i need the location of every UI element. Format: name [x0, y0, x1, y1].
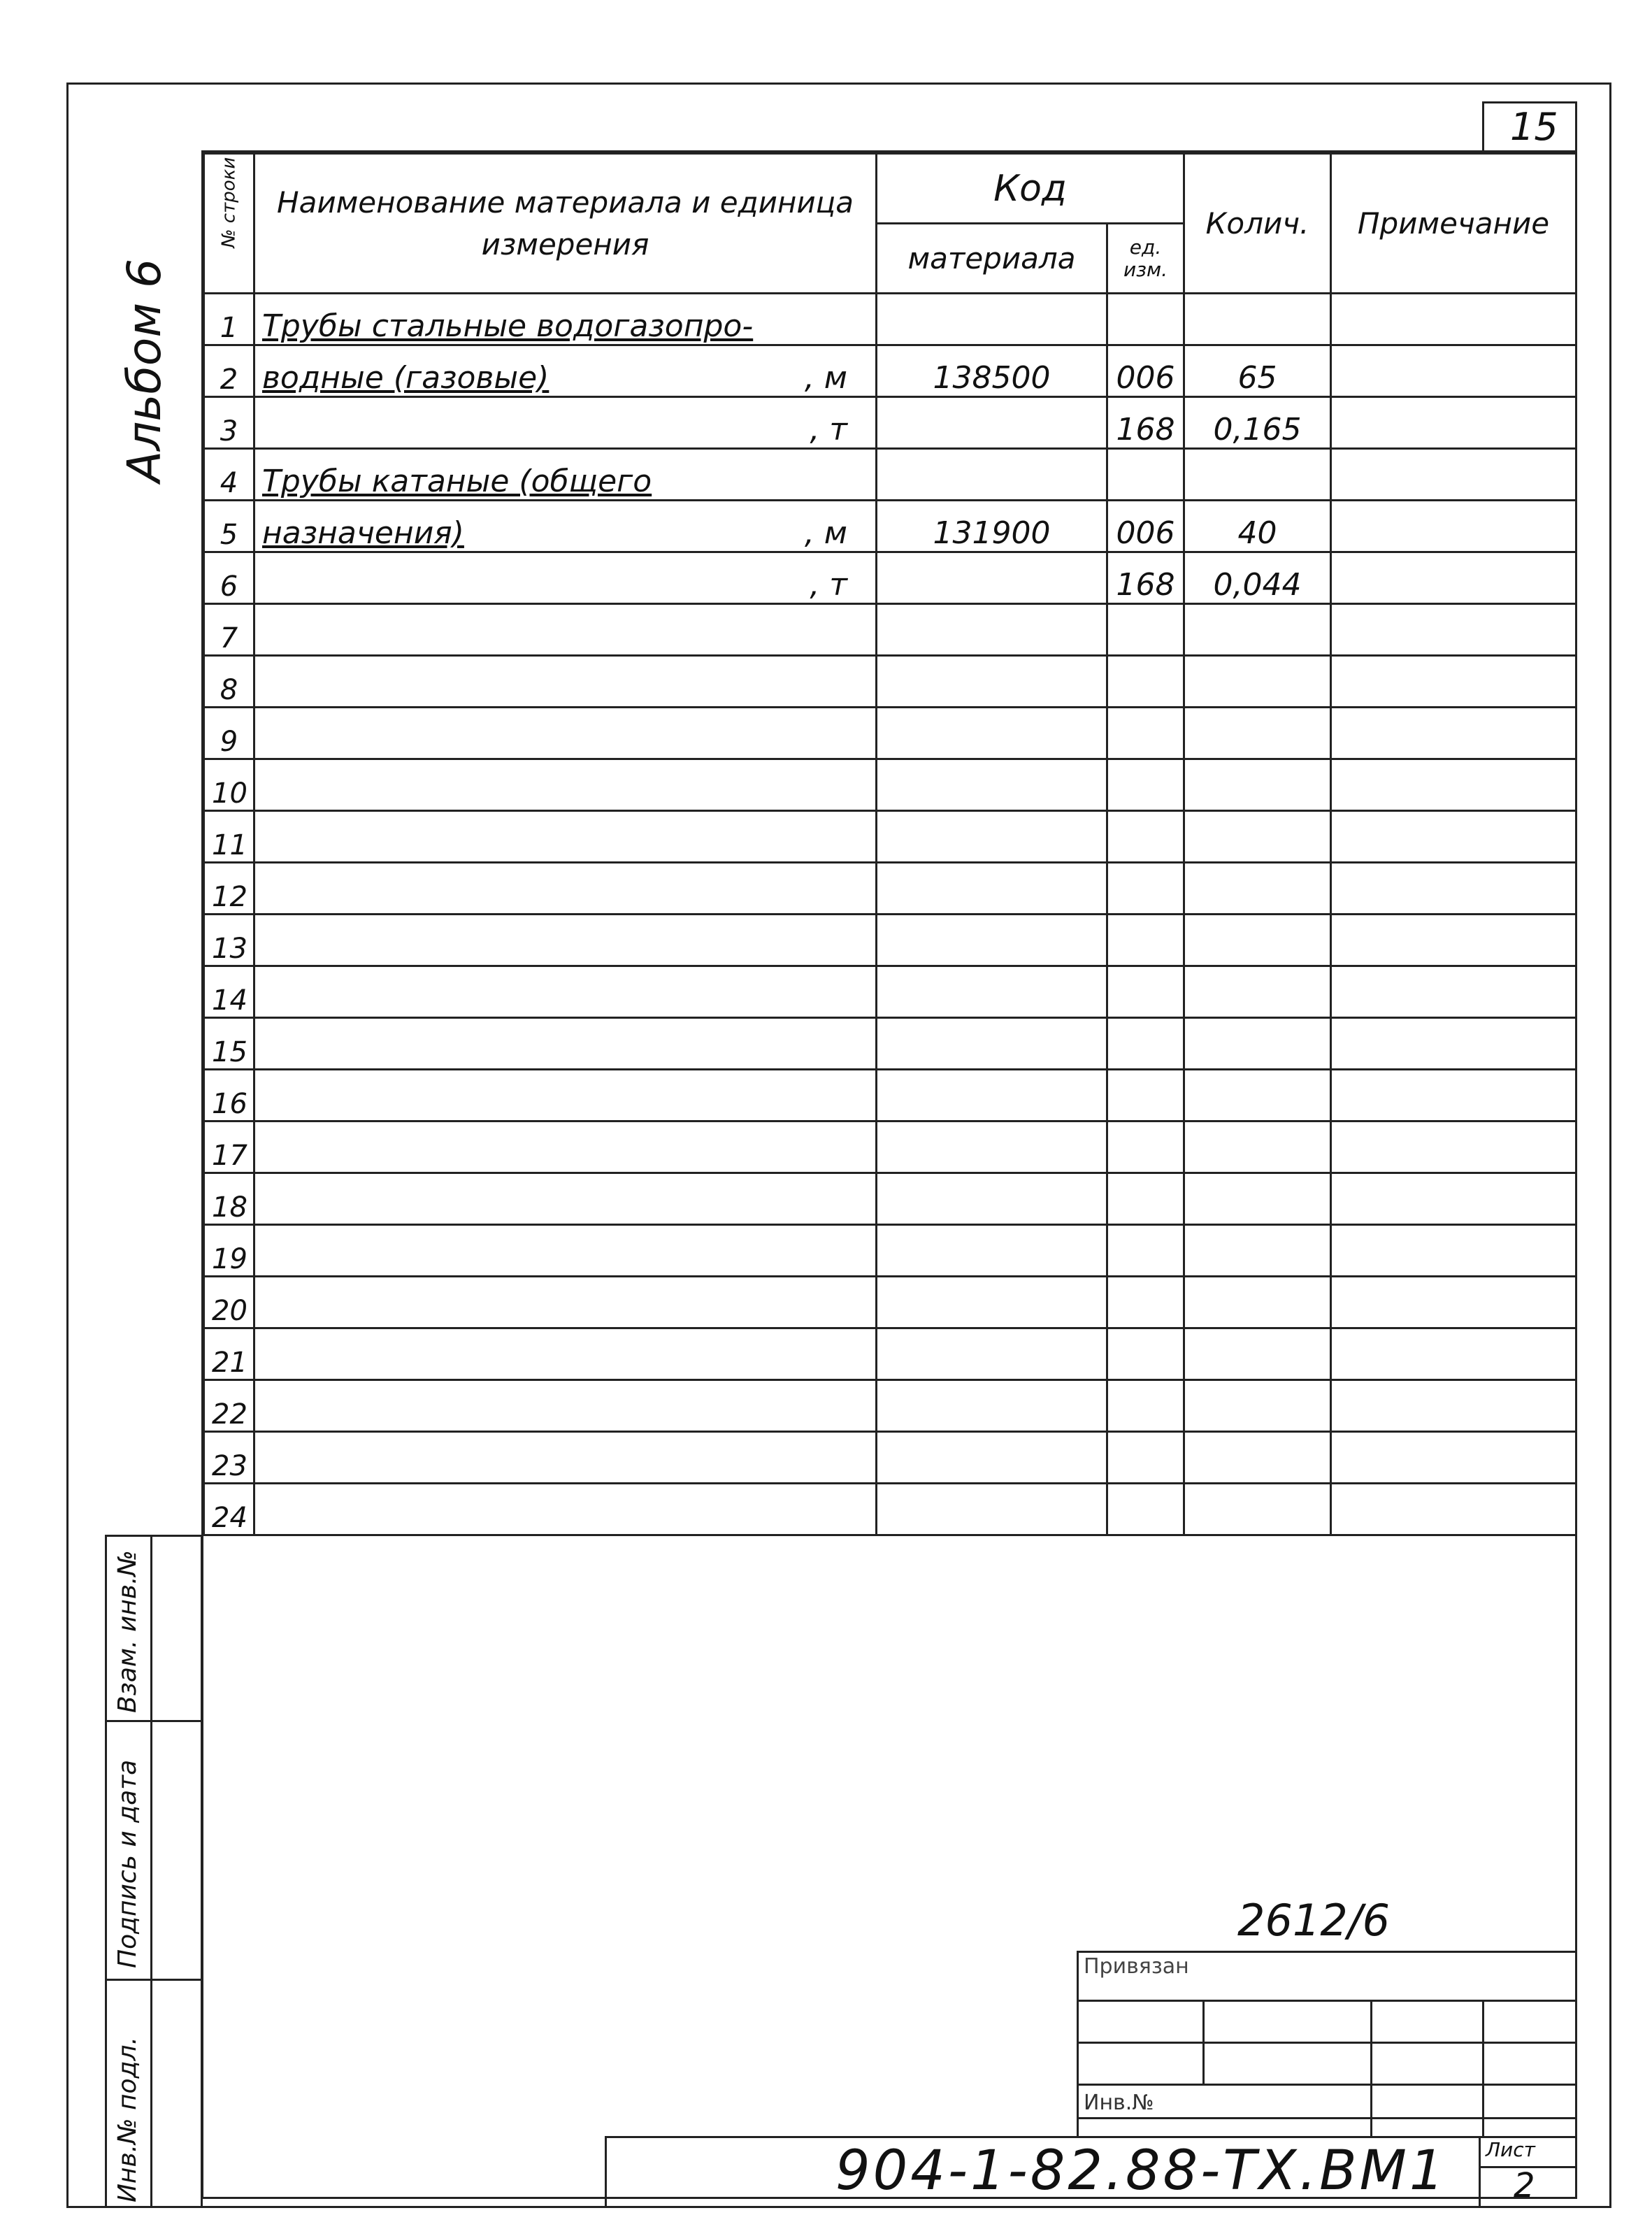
row-note [1331, 915, 1576, 966]
row-number: 10 [204, 759, 254, 811]
table-row [204, 863, 1576, 915]
table-row [204, 1018, 1576, 1070]
row-material-code [877, 294, 1107, 345]
row-name [254, 863, 877, 915]
row-material-code [877, 708, 1107, 759]
row-material-code [877, 966, 1107, 1018]
row-material-code [877, 1484, 1107, 1535]
row-note [1331, 1018, 1576, 1070]
row-number: 14 [204, 966, 254, 1018]
row-unit-text: , т [810, 567, 847, 603]
side-stamp-divider [150, 1535, 152, 2208]
row-note [1331, 966, 1576, 1018]
table-row [204, 759, 1576, 811]
row-quantity [1184, 1121, 1331, 1173]
row-name [254, 397, 877, 449]
page-number: 15 [1510, 105, 1558, 149]
row-number: 17 [204, 1121, 254, 1173]
row-number: 12 [204, 863, 254, 915]
row-material-code [877, 1121, 1107, 1173]
table-row [204, 811, 1576, 863]
row-number: 5 [204, 501, 254, 552]
row-material-code [877, 1277, 1107, 1328]
row-name-text: водные (газовые) [262, 360, 550, 396]
row-quantity [1184, 915, 1331, 966]
table-row [204, 1277, 1576, 1328]
header-code-material: материала [877, 224, 1107, 294]
row-unit-code [1107, 1432, 1184, 1484]
side-stamp-podpis-data: Подпись и дата [113, 1759, 142, 1968]
row-quantity [1184, 1277, 1331, 1328]
row-quantity [1184, 449, 1331, 501]
row-unit-text: , т [810, 412, 847, 447]
row-unit-code [1107, 1070, 1184, 1121]
stamp-line-2 [1077, 2042, 1577, 2044]
row-name [254, 966, 877, 1018]
row-quantity [1184, 1018, 1331, 1070]
row-material-code [877, 1432, 1107, 1484]
row-quantity [1184, 656, 1331, 708]
row-name [254, 1173, 877, 1225]
header-code: Код [877, 154, 1184, 224]
row-unit-code [1107, 759, 1184, 811]
row-name [254, 759, 877, 811]
table-row [204, 604, 1576, 656]
row-unit-code [1107, 1173, 1184, 1225]
title-block-top [605, 2136, 1577, 2138]
stamp-line-4 [1077, 2117, 1577, 2119]
row-unit-code [1107, 1277, 1184, 1328]
row-name [254, 1328, 877, 1380]
row-quantity [1184, 1484, 1331, 1535]
row-note [1331, 759, 1576, 811]
row-number: 19 [204, 1225, 254, 1277]
row-material-code [877, 656, 1107, 708]
row-unit-code [1107, 656, 1184, 708]
side-stamp-inv-podl: Инв.№ подл. [113, 2037, 142, 2202]
row-quantity [1184, 708, 1331, 759]
table-row [204, 656, 1576, 708]
row-note [1331, 708, 1576, 759]
table-row [204, 449, 1576, 501]
row-note [1331, 863, 1576, 915]
title-block-left [605, 2136, 607, 2208]
row-note [1331, 1328, 1576, 1380]
row-name [254, 915, 877, 966]
row-note [1331, 294, 1576, 345]
row-material-code: 138500 [877, 345, 1107, 397]
row-name [254, 501, 877, 552]
row-unit-code [1107, 1018, 1184, 1070]
row-unit-code [1107, 708, 1184, 759]
row-number: 7 [204, 604, 254, 656]
row-material-code [877, 759, 1107, 811]
title-block-sheet-divider [1479, 2136, 1481, 2208]
row-unit-code [1107, 966, 1184, 1018]
row-quantity [1184, 604, 1331, 656]
row-name [254, 1121, 877, 1173]
row-unit-code: 168 [1107, 397, 1184, 449]
table-row [204, 1380, 1576, 1432]
row-quantity: 0,044 [1184, 552, 1331, 604]
row-quantity [1184, 863, 1331, 915]
row-name-text: Трубы катаные (общего [262, 464, 652, 499]
spec-table [203, 152, 1577, 1536]
table-row [204, 1328, 1576, 1380]
row-quantity [1184, 1173, 1331, 1225]
stamp-line-3 [1077, 2084, 1577, 2086]
table-row [204, 397, 1576, 449]
row-note [1331, 1277, 1576, 1328]
row-number: 9 [204, 708, 254, 759]
row-material-code [877, 1070, 1107, 1121]
row-name [254, 708, 877, 759]
side-stamp-sep-1 [105, 1720, 203, 1722]
table-row [204, 915, 1576, 966]
table-row [204, 1173, 1576, 1225]
row-name [254, 656, 877, 708]
row-unit-code [1107, 449, 1184, 501]
table-row [204, 1432, 1576, 1484]
row-unit-text: , м [804, 360, 847, 396]
row-unit-code: 168 [1107, 552, 1184, 604]
header-code-unit: ед. изм. [1107, 224, 1184, 294]
header-row-no: № строки [204, 154, 254, 294]
row-material-code [877, 1173, 1107, 1225]
row-unit-code [1107, 604, 1184, 656]
table-row [204, 1484, 1576, 1535]
stamp-inv-no: Инв.№ [1084, 2091, 1154, 2115]
row-number: 11 [204, 811, 254, 863]
row-number: 24 [204, 1484, 254, 1535]
album-label: Альбом 6 [117, 258, 171, 482]
header-note: Примечание [1331, 154, 1576, 294]
row-unit-code [1107, 1328, 1184, 1380]
row-quantity [1184, 294, 1331, 345]
table-row [204, 345, 1576, 397]
table-row [204, 708, 1576, 759]
row-unit-text: , м [804, 515, 847, 551]
row-name-text: назначения) [262, 515, 464, 551]
table-row [204, 1070, 1576, 1121]
row-material-code [877, 397, 1107, 449]
sheet-number: 2 [1514, 2166, 1535, 2205]
side-stamp-sep-2 [105, 1979, 203, 1981]
row-unit-code [1107, 1225, 1184, 1277]
header-qty: Колич. [1184, 154, 1331, 294]
table-row [204, 552, 1576, 604]
row-material-code [877, 1018, 1107, 1070]
sheet-label: Лист [1486, 2138, 1535, 2161]
row-name-text: Трубы стальные водогазопро- [262, 308, 754, 344]
row-material-code [877, 449, 1107, 501]
row-number: 6 [204, 552, 254, 604]
row-number: 4 [204, 449, 254, 501]
row-unit-code [1107, 811, 1184, 863]
row-quantity [1184, 1225, 1331, 1277]
row-name [254, 345, 877, 397]
row-quantity [1184, 1380, 1331, 1432]
row-number: 15 [204, 1018, 254, 1070]
row-name [254, 811, 877, 863]
row-name [254, 552, 877, 604]
row-note [1331, 1121, 1576, 1173]
row-quantity [1184, 966, 1331, 1018]
row-note [1331, 501, 1576, 552]
table-row [204, 501, 1576, 552]
row-material-code: 131900 [877, 501, 1107, 552]
row-number: 22 [204, 1380, 254, 1432]
row-note [1331, 1380, 1576, 1432]
row-name [254, 1380, 877, 1432]
table-row [204, 294, 1576, 345]
row-quantity [1184, 759, 1331, 811]
row-note [1331, 656, 1576, 708]
table-row [204, 1121, 1576, 1173]
row-name [254, 449, 877, 501]
row-quantity [1184, 1070, 1331, 1121]
side-stamp-vzam-inv: Взам. инв.№ [113, 1550, 142, 1713]
row-number: 21 [204, 1328, 254, 1380]
stamp-privyazan: Привязан [1084, 1954, 1189, 1979]
row-number: 1 [204, 294, 254, 345]
row-material-code [877, 863, 1107, 915]
row-unit-code [1107, 915, 1184, 966]
row-unit-code [1107, 1484, 1184, 1535]
row-material-code [877, 1328, 1107, 1380]
table-row [204, 1225, 1576, 1277]
header-name: Наименование материала и единица измерения [254, 154, 877, 294]
row-unit-code [1107, 1380, 1184, 1432]
row-unit-code [1107, 294, 1184, 345]
row-material-code [877, 1225, 1107, 1277]
row-number: 20 [204, 1277, 254, 1328]
row-note [1331, 1070, 1576, 1121]
row-number: 16 [204, 1070, 254, 1121]
row-number: 18 [204, 1173, 254, 1225]
stamp-col-3 [1482, 2000, 1484, 2136]
row-note [1331, 552, 1576, 604]
row-number: 23 [204, 1432, 254, 1484]
row-note [1331, 449, 1576, 501]
row-material-code [877, 552, 1107, 604]
row-name [254, 604, 877, 656]
row-name [254, 1484, 877, 1535]
row-quantity [1184, 811, 1331, 863]
row-unit-code: 006 [1107, 501, 1184, 552]
row-note [1331, 345, 1576, 397]
row-number: 3 [204, 397, 254, 449]
row-quantity [1184, 1432, 1331, 1484]
document-code: 904-1-82.88-ТХ.ВМ1 [835, 2140, 1447, 2202]
row-name [254, 1432, 877, 1484]
row-name [254, 1070, 877, 1121]
row-note [1331, 1225, 1576, 1277]
row-name [254, 1225, 877, 1277]
row-note [1331, 604, 1576, 656]
table-row [204, 966, 1576, 1018]
row-note [1331, 1432, 1576, 1484]
row-quantity: 40 [1184, 501, 1331, 552]
row-number: 2 [204, 345, 254, 397]
stamp-line-1 [1077, 2000, 1577, 2002]
handwritten-number: 2612/6 [1237, 1895, 1391, 1946]
stamp-top-line [1077, 1951, 1577, 1953]
row-unit-code [1107, 863, 1184, 915]
row-note [1331, 1484, 1576, 1535]
row-note [1331, 397, 1576, 449]
row-quantity [1184, 1328, 1331, 1380]
row-number: 8 [204, 656, 254, 708]
stamp-col-1 [1202, 2000, 1205, 2084]
row-material-code [877, 915, 1107, 966]
row-material-code [877, 604, 1107, 656]
row-note [1331, 811, 1576, 863]
row-quantity: 0,165 [1184, 397, 1331, 449]
row-material-code [877, 811, 1107, 863]
row-name [254, 1277, 877, 1328]
row-material-code [877, 1380, 1107, 1432]
row-quantity: 65 [1184, 345, 1331, 397]
row-note [1331, 1173, 1576, 1225]
row-name [254, 294, 877, 345]
row-name [254, 1018, 877, 1070]
row-number: 13 [204, 915, 254, 966]
row-unit-code: 006 [1107, 345, 1184, 397]
row-unit-code [1107, 1121, 1184, 1173]
stamp-col-2 [1370, 2000, 1372, 2136]
